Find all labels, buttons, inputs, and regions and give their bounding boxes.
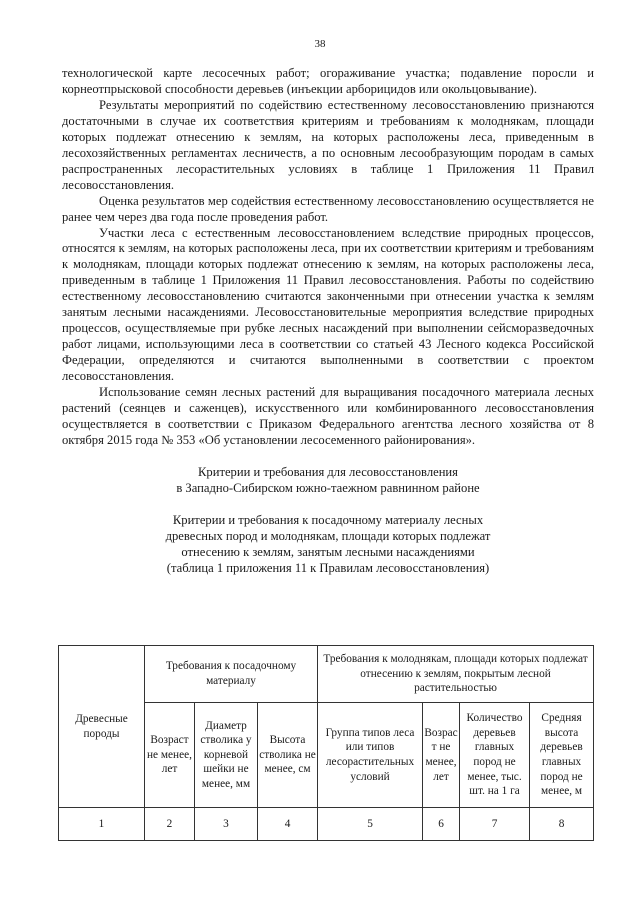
column-number: 2: [145, 808, 195, 841]
header-species: Древесные породы: [59, 646, 145, 808]
column-number: 6: [423, 808, 460, 841]
column-number: 7: [460, 808, 530, 841]
paragraph-4: Участки леса с естественным лесовосстановлением вследствие природных процессов, относятся к землям, на которых расположены леса, при их соответствии критериям и требованиям к молоднякам, площади которых подлежат отнесению к землям, на которых расположены леса, приведенным в таблице 1 Приложения 11 Правил лесовосстановления. Работы по содействию естественному лесовосстановлению считаются законченными при отнесении участка к землям занятым лесными насаждениями. Лесовосстановительные мероприятия вследствие природных процессов, осуществляемые при рубке лесных насаждений при выполнении сейсморазведочных работ лицами, использующими леса в соответствии со статьей 43 Лесного кодекса Российской Федерации, определяются и считаются выполненными в соответствии с проектом лесовосстановления.: [62, 225, 594, 384]
header-forest-type-group: Группа типов леса или типов лесорастительных условий: [318, 703, 423, 808]
column-number: 4: [258, 808, 318, 841]
table-caption-line-2: древесных пород и молоднякам, площади которых подлежат: [165, 528, 491, 543]
header-height: Высота стволика не менее, см: [258, 703, 318, 808]
criteria-table: [58, 645, 594, 841]
body-text: [62, 66, 594, 577]
table-header-group-row: [59, 646, 594, 703]
column-number: 1: [59, 808, 145, 841]
table-caption: [62, 513, 594, 577]
header-young-stands: Требования к молоднякам, площади которых подлежат отнесению к землям, покрытым лесной растительностью: [318, 646, 594, 703]
section-heading-line-2: в Западно-Сибирском южно-таежном равнинном районе: [176, 480, 480, 495]
header-diameter: Диаметр стволика у корневой шейки не менее, мм: [195, 703, 258, 808]
column-number: 5: [318, 808, 423, 841]
table-caption-line-1: Критерии и требования к посадочному материалу лесных: [172, 512, 484, 527]
section-heading: [62, 465, 594, 497]
column-number: 8: [530, 808, 594, 841]
table-caption-line-4: (таблица 1 приложения 11 к Правилам лесовосстановления): [166, 560, 490, 575]
page-number: 38: [314, 38, 326, 50]
table-caption-line-3: отнесению к землям, занятым лесными насаждениями: [181, 544, 475, 559]
section-heading-line-1: Критерии и требования для лесовосстановления: [198, 464, 458, 479]
header-planting-material: Требования к посадочному материалу: [145, 646, 318, 703]
paragraph-3: Оценка результатов мер содействия естественному лесовосстановлению осуществляется не ранее чем через два года после проведения работ.: [62, 193, 594, 224]
column-number: 3: [195, 808, 258, 841]
paragraph-1: технологической карте лесосечных работ; огораживание участка; подавление поросли и корнеотпрысковой способности деревьев (инъекции арборицидов или окольцовывание).: [62, 66, 594, 96]
header-young-age: Возраст не менее, лет: [423, 703, 460, 808]
header-tree-count: Количество деревьев главных пород не менее, тыс. шт. на 1 га: [460, 703, 530, 808]
header-age: Возраст не менее, лет: [145, 703, 195, 808]
paragraph-2: Результаты мероприятий по содействию естественному лесовосстановлению признаются достаточными в случае их соответствия критериям и требованиям к молоднякам, площади которых подлежат отнесению к землям, на которых расположены леса, приведенным в лесохозяйственных регламентах лесничеств, а по основным лесообразующим породам в самых распространенных лесорастительных условиях в таблице 1 Приложения 11 Правил лесовосстановления.: [62, 97, 594, 192]
table-column-numbers-row: [59, 808, 594, 841]
paragraph-5: Использование семян лесных растений для выращивания посадочного материала лесных растений (сеянцев и саженцев), искусственного или комбинированного лесовосстановления осуществляется в соответствии с Приказом Федерального агентства лесного хозяйства от 8 октября 2015 года № 353 «Об установлении лесосеменного районирования».: [62, 385, 594, 447]
header-avg-height: Средняя высота деревьев главных пород не менее, м: [530, 703, 594, 808]
